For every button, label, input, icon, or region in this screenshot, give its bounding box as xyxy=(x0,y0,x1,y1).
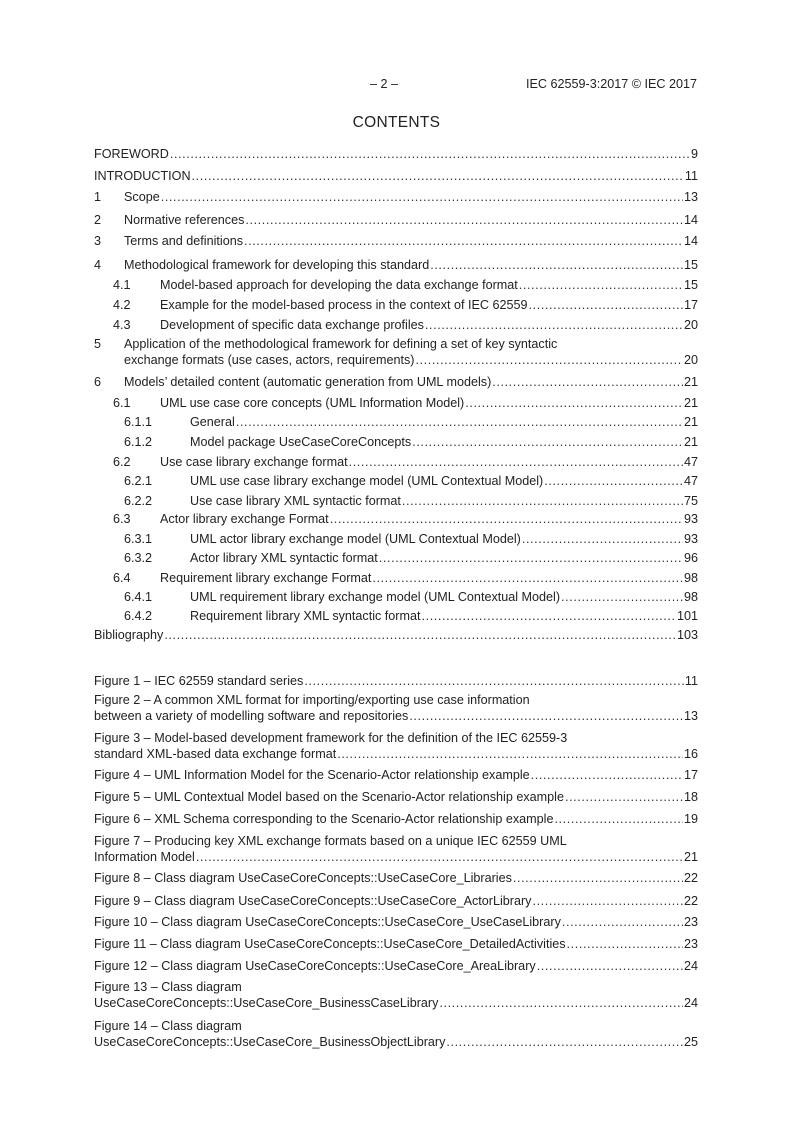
figure-list-item[interactable] xyxy=(94,833,698,865)
dot-leader xyxy=(337,746,683,762)
toc-entry[interactable] xyxy=(94,434,698,450)
page-reference: 23 xyxy=(683,937,698,951)
page-number: – 2 – xyxy=(370,77,399,91)
dot-leader xyxy=(537,958,683,974)
page-reference: 101 xyxy=(676,609,698,623)
page-reference: 11 xyxy=(684,674,698,688)
dot-leader xyxy=(409,708,683,724)
toc-entry[interactable] xyxy=(94,395,698,411)
contents-title: CONTENTS xyxy=(352,114,441,131)
page-reference: 18 xyxy=(683,790,698,804)
dot-leader xyxy=(372,570,683,586)
toc-entry[interactable] xyxy=(94,277,698,293)
dot-leader xyxy=(196,849,683,865)
entry-title: Requirement library XML syntactic format xyxy=(190,609,421,623)
dot-leader xyxy=(439,995,683,1011)
dot-leader xyxy=(192,168,684,184)
page-reference: 20 xyxy=(683,318,698,332)
toc-entry[interactable] xyxy=(94,511,698,527)
entry-title: Figure 6 – XML Schema corresponding to the Scenario-Actor relationship example xyxy=(94,812,554,826)
page-reference: 21 xyxy=(683,375,698,389)
entry-title: Requirement library exchange Format xyxy=(160,571,372,585)
section-number: 6.1.1 xyxy=(124,415,153,429)
dot-leader xyxy=(430,257,683,273)
dot-leader xyxy=(349,454,683,470)
figure-list-item[interactable] xyxy=(94,914,698,930)
section-number: 4.3 xyxy=(113,318,131,332)
figure-list-item[interactable] xyxy=(94,789,698,805)
dot-leader xyxy=(236,414,683,430)
page-reference: 13 xyxy=(683,709,698,723)
toc-entry[interactable] xyxy=(94,168,698,184)
entry-title: Figure 10 – Class diagram UseCaseCoreConcepts::UseCaseCore_UseCaseLibrary xyxy=(94,915,561,929)
dot-leader xyxy=(513,870,683,886)
dot-leader xyxy=(522,531,683,547)
page-reference: 17 xyxy=(683,768,698,782)
page-reference: 14 xyxy=(683,234,698,248)
section-number: 6 xyxy=(94,375,102,389)
figure-list-item[interactable] xyxy=(94,936,698,952)
section-number: 6.4.1 xyxy=(124,590,153,604)
dot-leader xyxy=(244,233,683,249)
dot-leader xyxy=(422,608,676,624)
dot-leader xyxy=(415,352,683,368)
entry-title: Normative references xyxy=(124,213,245,227)
page-reference: 75 xyxy=(683,494,698,508)
section-number: 1 xyxy=(94,190,102,204)
entry-title: Figure 8 – Class diagram UseCaseCoreConcepts::UseCaseCore_Libraries xyxy=(94,871,512,885)
entry-title: Bibliography xyxy=(94,628,164,642)
entry-title: Methodological framework for developing this standard xyxy=(124,258,430,272)
entry-title: Information Model xyxy=(94,850,195,864)
entry-title: Scope xyxy=(124,190,160,204)
figure-list-item[interactable] xyxy=(94,870,698,886)
document-reference: IEC 62559-3:2017 © IEC 2017 xyxy=(525,77,697,91)
dot-leader xyxy=(304,673,684,689)
dot-leader xyxy=(379,550,683,566)
toc-entry[interactable] xyxy=(94,473,698,489)
entry-title: General xyxy=(190,415,235,429)
toc-entry[interactable] xyxy=(94,374,698,390)
page-reference: 21 xyxy=(683,415,698,429)
entry-title: UseCaseCoreConcepts::UseCaseCore_BusinessCaseLibrary xyxy=(94,996,439,1010)
entry-title: Figure 5 – UML Contextual Model based on the Scenario-Actor relationship example xyxy=(94,790,564,804)
entry-title: Figure 4 – UML Information Model for the Scenario-Actor relationship example xyxy=(94,768,530,782)
page-reference: 14 xyxy=(683,213,698,227)
dot-leader xyxy=(245,212,683,228)
section-number: 5 xyxy=(94,337,102,351)
figure-list-item[interactable] xyxy=(94,958,698,974)
page-reference: 103 xyxy=(676,628,698,642)
section-number: 6.3.2 xyxy=(124,551,153,565)
dot-leader xyxy=(465,395,683,411)
toc-entry[interactable] xyxy=(94,550,698,566)
entry-title: UseCaseCoreConcepts::UseCaseCore_BusinessObjectLibrary xyxy=(94,1035,446,1049)
page-reference: 98 xyxy=(683,590,698,604)
dot-leader xyxy=(330,511,683,527)
dot-leader xyxy=(532,893,683,909)
entry-title-line1: Figure 7 – Producing key XML exchange formats based on a unique IEC 62559 UML xyxy=(94,834,567,848)
section-number: 6.2 xyxy=(113,455,131,469)
dot-leader xyxy=(446,1034,683,1050)
page-reference: 24 xyxy=(683,959,698,973)
dot-leader xyxy=(170,146,690,162)
section-number: 4 xyxy=(94,258,102,272)
toc-entry[interactable] xyxy=(94,608,698,624)
entry-title: Terms and definitions xyxy=(124,234,244,248)
entry-title-line1: Figure 2 – A common XML format for importing/exporting use case information xyxy=(94,693,530,707)
page-reference: 93 xyxy=(683,532,698,546)
section-number: 6.2.1 xyxy=(124,474,153,488)
entry-title-line1: Figure 13 – Class diagram xyxy=(94,980,242,994)
entry-title: standard XML-based data exchange format xyxy=(94,747,337,761)
figure-list-item[interactable] xyxy=(94,730,698,762)
dot-leader xyxy=(554,811,683,827)
section-number: 6.4.2 xyxy=(124,609,153,623)
page-reference: 21 xyxy=(683,396,698,410)
entry-title: Use case library exchange format xyxy=(160,455,348,469)
entry-title: between a variety of modelling software and repositories xyxy=(94,709,409,723)
dot-leader xyxy=(531,767,683,783)
entry-title: INTRODUCTION xyxy=(94,169,191,183)
toc-entry[interactable] xyxy=(94,212,698,228)
dot-leader xyxy=(492,374,683,390)
section-number: 6.4 xyxy=(113,571,131,585)
entry-title: UML use case library exchange model (UML Contextual Model) xyxy=(190,474,544,488)
page-reference: 16 xyxy=(683,747,698,761)
figure-list-item[interactable] xyxy=(94,692,698,724)
page-header xyxy=(0,77,793,93)
page-reference: 47 xyxy=(683,474,698,488)
toc-entry[interactable] xyxy=(94,297,698,313)
entry-title: UML use case core concepts (UML Information Model) xyxy=(160,396,465,410)
entry-title: UML actor library exchange model (UML Contextual Model) xyxy=(190,532,521,546)
page-reference: 93 xyxy=(683,512,698,526)
entry-title: UML requirement library exchange model (UML Contextual Model) xyxy=(190,590,561,604)
entry-title: Development of specific data exchange profiles xyxy=(160,318,424,332)
toc-entry[interactable] xyxy=(94,454,698,470)
dot-leader xyxy=(161,189,683,205)
entry-title-line1: Figure 14 – Class diagram xyxy=(94,1019,242,1033)
page-reference: 21 xyxy=(683,435,698,449)
toc-entry[interactable] xyxy=(94,531,698,547)
toc-entry[interactable] xyxy=(94,493,698,509)
page-reference: 13 xyxy=(683,190,698,204)
entry-title: Use case library XML syntactic format xyxy=(190,494,401,508)
dot-leader xyxy=(402,493,683,509)
page-reference: 24 xyxy=(683,996,698,1010)
dot-leader xyxy=(164,627,676,643)
entry-title-line1: Figure 3 – Model-based development framework for the definition of the IEC 62559-3 xyxy=(94,731,568,745)
figure-list-item[interactable] xyxy=(94,811,698,827)
entry-title: FOREWORD xyxy=(94,147,169,161)
dot-leader xyxy=(412,434,683,450)
page-reference: 15 xyxy=(683,258,698,272)
entry-title: Figure 12 – Class diagram UseCaseCoreConcepts::UseCaseCore_AreaLibrary xyxy=(94,959,536,973)
page-reference: 11 xyxy=(684,169,698,183)
entry-title: Figure 9 – Class diagram UseCaseCoreConcepts::UseCaseCore_ActorLibrary xyxy=(94,894,532,908)
page-reference: 22 xyxy=(683,871,698,885)
entry-title: Actor library XML syntactic format xyxy=(190,551,378,565)
entry-title-line1: Application of the methodological framework for defining a set of key syntactic xyxy=(124,337,558,351)
toc-entry[interactable] xyxy=(94,146,698,162)
dot-leader xyxy=(425,317,683,333)
entry-title: Figure 1 – IEC 62559 standard series xyxy=(94,674,304,688)
page-reference: 25 xyxy=(683,1035,698,1049)
entry-title: Actor library exchange Format xyxy=(160,512,329,526)
entry-title: Example for the model-based process in the context of IEC 62559 xyxy=(160,298,528,312)
figure-list-item[interactable] xyxy=(94,1018,698,1050)
page-reference: 47 xyxy=(683,455,698,469)
page-reference: 23 xyxy=(683,915,698,929)
toc-entry[interactable] xyxy=(94,570,698,586)
section-number: 4.1 xyxy=(113,278,131,292)
section-number: 2 xyxy=(94,213,102,227)
dot-leader xyxy=(565,789,683,805)
toc-entry[interactable] xyxy=(94,627,698,643)
dot-leader xyxy=(519,277,683,293)
dot-leader xyxy=(544,473,683,489)
dot-leader xyxy=(567,936,683,952)
section-number: 6.1 xyxy=(113,396,131,410)
page-reference: 20 xyxy=(683,353,698,367)
page-reference: 9 xyxy=(690,147,698,161)
toc-entry[interactable] xyxy=(94,336,698,368)
page-reference: 96 xyxy=(683,551,698,565)
entry-title: Models’ detailed content (automatic generation from UML models) xyxy=(124,375,492,389)
section-number: 6.2.2 xyxy=(124,494,153,508)
toc-entry[interactable] xyxy=(94,233,698,249)
page-reference: 17 xyxy=(683,298,698,312)
figure-list-item[interactable] xyxy=(94,673,698,689)
toc-entry[interactable] xyxy=(94,317,698,333)
figure-list-item[interactable] xyxy=(94,979,698,1011)
page-reference: 15 xyxy=(683,278,698,292)
section-number: 4.2 xyxy=(113,298,131,312)
toc-entry[interactable] xyxy=(94,257,698,273)
figure-list-item[interactable] xyxy=(94,893,698,909)
page-reference: 21 xyxy=(683,850,698,864)
entry-title: exchange formats (use cases, actors, requirements) xyxy=(124,353,415,367)
section-number: 6.1.2 xyxy=(124,435,153,449)
dot-leader xyxy=(529,297,683,313)
section-number: 6.3.1 xyxy=(124,532,153,546)
toc-entry[interactable] xyxy=(94,589,698,605)
entry-title: Model package UseCaseCoreConcepts xyxy=(190,435,412,449)
entry-title: Model-based approach for developing the data exchange format xyxy=(160,278,518,292)
dot-leader xyxy=(562,914,683,930)
page-reference: 19 xyxy=(683,812,698,826)
page-reference: 22 xyxy=(683,894,698,908)
toc-entry[interactable] xyxy=(94,414,698,430)
dot-leader xyxy=(561,589,683,605)
figure-list-item[interactable] xyxy=(94,767,698,783)
entry-title: Figure 11 – Class diagram UseCaseCoreConcepts::UseCaseCore_DetailedActivities xyxy=(94,937,566,951)
section-number: 3 xyxy=(94,234,102,248)
toc-entry[interactable] xyxy=(94,189,698,205)
section-number: 6.3 xyxy=(113,512,131,526)
page-reference: 98 xyxy=(683,571,698,585)
